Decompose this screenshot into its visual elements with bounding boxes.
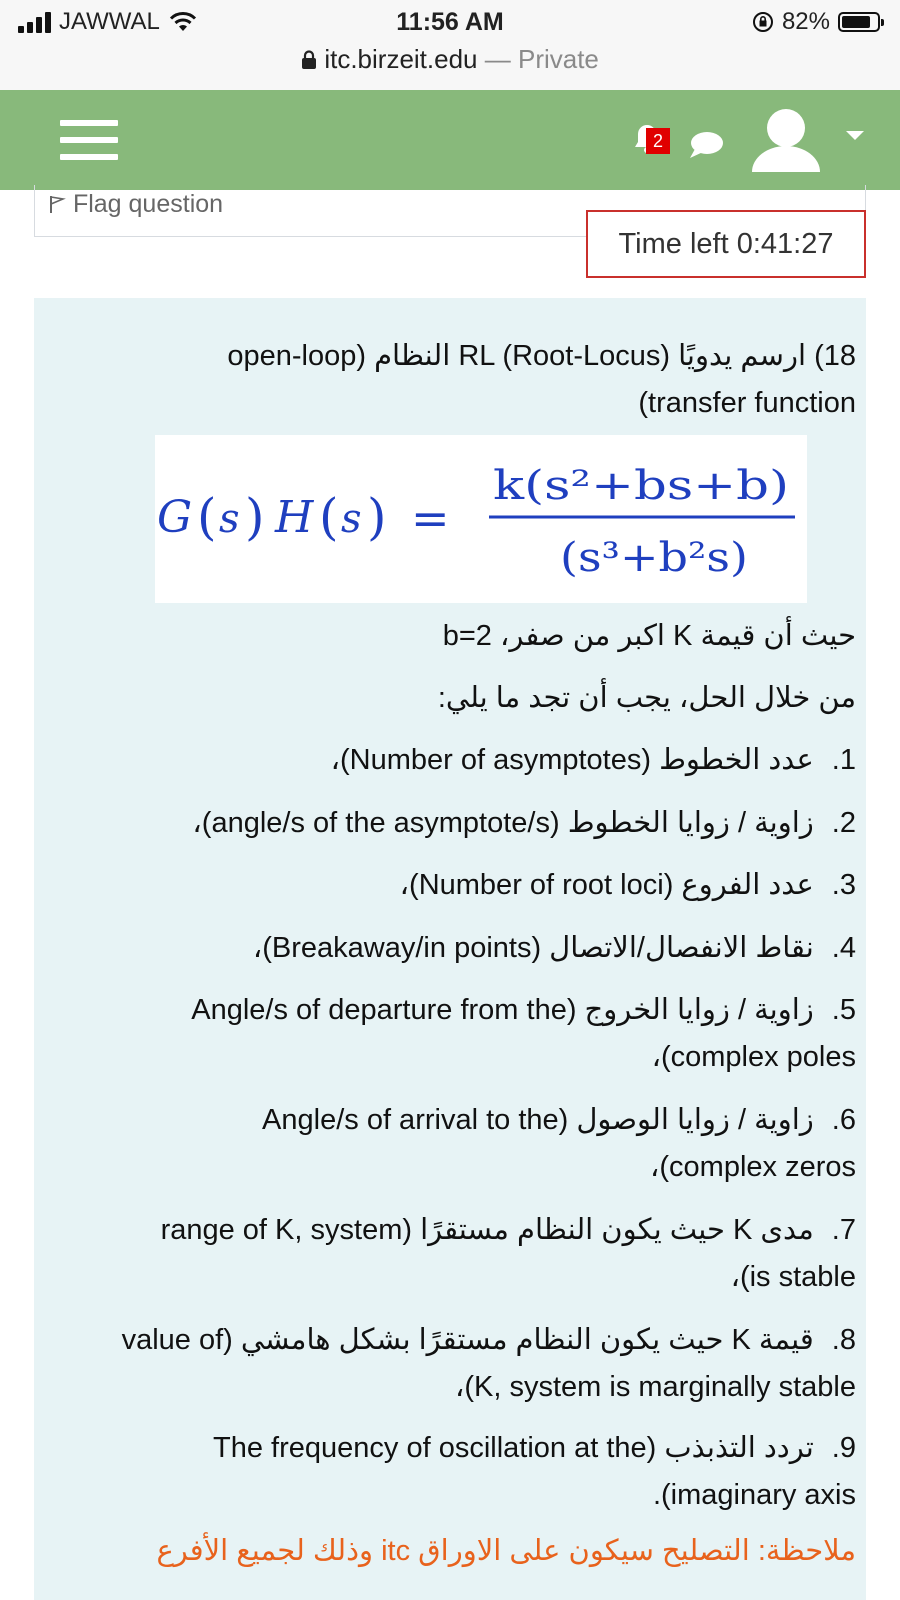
question-title-line1: 18) ارسم يدويًا RL (Root-Locus) النظام (open-loop (227, 340, 856, 372)
list-item (60, 1097, 856, 1144)
menu-icon[interactable] (60, 120, 118, 160)
time-left: Time left 0:41:27 (586, 210, 866, 278)
list-item-text: تردد التذبذب (The frequency of oscillation at the (213, 1432, 814, 1464)
formula-g: G (157, 492, 193, 543)
avatar-icon[interactable] (748, 102, 824, 178)
list-item-text: قيمة K حيث يكون النظام مستقرًا بشكل هامشي (value of (121, 1324, 814, 1356)
list-item-number: 7. (831, 1214, 856, 1246)
list-item (60, 800, 856, 847)
battery-group (752, 8, 880, 36)
list-item-continuation: is stable)، (730, 1261, 856, 1293)
list-item-text: زاوية / زوايا الخروج (Angle/s of departure from the (191, 994, 814, 1026)
question-intro: من خلال الحل، يجب أن تجد ما يلي: (437, 682, 856, 714)
svg-text:): ) (245, 488, 265, 546)
list-item-number: 8. (831, 1324, 856, 1356)
list-item (60, 987, 856, 1034)
list-item (60, 1207, 856, 1254)
list-item (60, 1317, 856, 1364)
formula-numerator: k(s²+bs+b) (493, 463, 789, 509)
svg-text:(: ( (197, 488, 217, 546)
formula-equals: = (411, 491, 450, 545)
chevron-down-icon[interactable] (846, 131, 864, 140)
notification-badge: 2 (646, 128, 670, 154)
list-item-number: 1. (831, 744, 856, 776)
question-condition: حيث أن قيمة K اكبر من صفر، b=2 (442, 620, 856, 652)
clock: 11:56 AM (396, 8, 504, 36)
list-item (60, 737, 856, 784)
list-item-continuation: complex poles)، (651, 1041, 856, 1073)
url-text: itc.birzeit.edu (324, 44, 478, 74)
flag-question-link[interactable] (48, 190, 223, 219)
address-bar[interactable] (0, 44, 900, 75)
list-item (60, 1425, 856, 1472)
list-item-number: 3. (831, 869, 856, 901)
status-bar (0, 0, 900, 90)
list-item-text: زاوية / زوايا الخطوط (angle/s of the asymptote/s)، (192, 807, 814, 839)
formula-s2: s (341, 496, 362, 542)
list-item-text: زاوية / زوايا الوصول (Angle/s of arrival to the (262, 1104, 814, 1136)
orientation-lock-icon (752, 11, 774, 33)
battery-percent: 82% (781, 8, 830, 35)
list-item-number: 2. (831, 807, 856, 839)
svg-text:(: ( (319, 488, 339, 546)
lock-icon (301, 50, 317, 70)
flag-icon (48, 194, 66, 214)
list-item-continuation: imaginary axis). (652, 1479, 856, 1511)
list-item (60, 862, 856, 909)
list-item-number: 5. (831, 994, 856, 1026)
flag-question-label: Flag question (72, 190, 224, 218)
list-item-text: مدى K حيث يكون النظام مستقرًا (range of K, system (160, 1214, 814, 1246)
list-item-number: 6. (831, 1104, 856, 1136)
formula-h: H (275, 492, 314, 543)
list-item-text: عدد الفروع (Number of root loci)، (399, 869, 814, 901)
list-item-text: عدد الخطوط (Number of asymptotes)، (330, 744, 814, 776)
carrier-name: JAWWAL (59, 8, 160, 35)
list-item-continuation: complex zeros)، (650, 1151, 856, 1183)
svg-text:): ) (367, 488, 387, 546)
list-item (60, 925, 856, 972)
transfer-function-image (155, 435, 807, 603)
formula-svg (155, 435, 807, 603)
grading-note: ملاحظة: التصليح سيكون على الاوراق itc وذلك لجميع الأفرع (156, 1535, 856, 1567)
list-item-text: نقاط الانفصال/الاتصال (Breakaway/in points)، (252, 932, 814, 964)
chat-icon[interactable] (688, 130, 724, 160)
formula-denominator: (s³+b²s) (560, 535, 748, 581)
formula-s1: s (219, 496, 240, 542)
private-label: — Private (484, 44, 599, 74)
list-item-number: 4. (831, 932, 856, 964)
list-item-number: 9. (831, 1432, 856, 1464)
battery-icon (838, 12, 880, 32)
list-item-continuation: K, system is marginally stable)، (455, 1371, 856, 1403)
question-title-line2: transfer function) (638, 387, 856, 419)
app-header (0, 90, 900, 190)
